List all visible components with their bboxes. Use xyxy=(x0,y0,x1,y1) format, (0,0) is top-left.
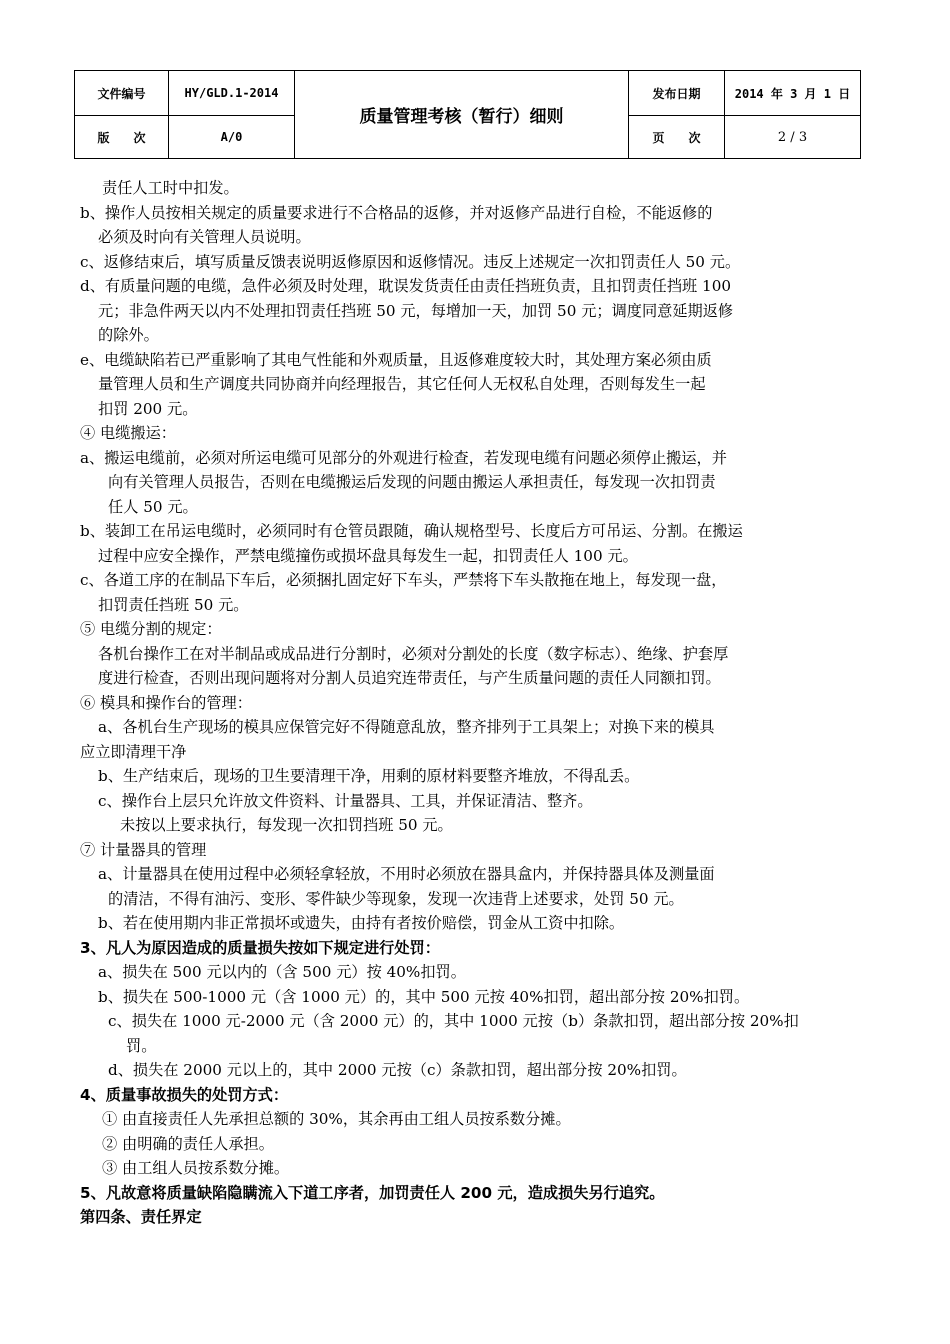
section-heading: ⑦ 计量器具的管理 xyxy=(80,840,207,859)
text-line: 扣罚 200 元。 xyxy=(98,399,198,418)
text-line: 必须及时向有关管理人员说明。 xyxy=(98,228,311,246)
version-label: 版 次 xyxy=(75,116,169,159)
section-heading: ⑤ 电缆分割的规定： xyxy=(80,620,222,638)
text-line: b、损失在 500-1000 元（含 1000 元）的，其中 500 元按 40%扣罚，超出部分按 20%扣罚。 xyxy=(98,987,750,1006)
publish-date-value: 2014 年 3 月 1 日 xyxy=(725,71,861,116)
text-line: 各机台操作工在对半制品或成品进行分割时，必须对分割处的长度（数字标志）、绝缘、护套厚 xyxy=(98,644,729,663)
version-value: A/0 xyxy=(169,116,295,159)
document-header-table xyxy=(74,70,861,159)
text-line: 罚。 xyxy=(126,1036,157,1055)
text-line: d、有质量问题的电缆，急件必须及时处理，耽误发货责任由责任挡班负责，且扣罚责任挡班 100 xyxy=(80,277,732,295)
text-line: d、损失在 2000 元以上的，其中 2000 元按（c）条款扣罚，超出部分按 20%扣罚。 xyxy=(108,1061,687,1079)
text-line: c、损失在 1000 元-2000 元（含 2000 元）的，其中 1000 元按（b）条款扣罚，超出部分按 20%扣 xyxy=(108,1012,799,1030)
text-line: 责任人工时中扣发。 xyxy=(102,179,239,197)
doc-number-value: HY/GLD.1-2014 xyxy=(169,71,295,116)
bold-heading: 第四条、责任界定 xyxy=(80,1208,202,1226)
text-line: c、返修结束后，填写质量反馈表说明返修原因和返修情况。违反上述规定一次扣罚责任人 50 元。 xyxy=(80,252,741,271)
document-title: 质量管理考核（暂行）细则 xyxy=(295,71,629,159)
text-line: 量管理人员和生产调度共同协商并向经理报告，其它任何人无权私自处理，否则每发生一起 xyxy=(98,375,706,393)
text-line: b、装卸工在吊运电缆时，必须同时有仓管员跟随，确认规格型号、长度后方可吊运、分割。在搬运 xyxy=(80,522,743,540)
page-value: 2 / 3 xyxy=(725,116,861,159)
bold-heading: 4、质量事故损失的处罚方式： xyxy=(80,1085,289,1104)
text-line: e、电缆缺陷若已严重影响了其电气性能和外观质量，且返修难度较大时，其处理方案必须由质 xyxy=(80,350,712,369)
publish-date-label: 发布日期 xyxy=(629,71,725,116)
bold-heading: 3、凡人为原因造成的质量损失按如下规定进行处罚： xyxy=(80,938,440,957)
text-line: b、生产结束后，现场的卫生要清理干净，用剩的原材料要整齐堆放，不得乱丢。 xyxy=(98,767,640,785)
text-line: c、各道工序的在制品下车后，必须捆扎固定好下车头，严禁将下车头散拖在地上，每发现一盘， xyxy=(80,571,727,589)
bold-heading: 5、凡故意将质量缺陷隐瞒流入下道工序者，加罚责任人 200 元，造成损失另行追究。 xyxy=(80,1183,665,1202)
doc-number-label: 文件编号 xyxy=(75,71,169,116)
text-line: a、各机台生产现场的模具应保管完好不得随意乱放，整齐排列于工具架上；对换下来的模具 xyxy=(98,718,715,736)
text-line: a、计量器具在使用过程中必须轻拿轻放，不用时必须放在器具盒内，并保持器具体及测量面 xyxy=(98,865,715,883)
document-body xyxy=(80,176,880,1230)
section-heading: ④ 电缆搬运： xyxy=(80,424,176,442)
text-line: 扣罚责任挡班 50 元。 xyxy=(98,595,249,614)
text-line: c、操作台上层只允许放文件资料、计量器具、工具，并保证清洁、整齐。 xyxy=(98,791,593,810)
text-line: 元；非急件两天以内不处理扣罚责任挡班 50 元，每增加一天，加罚 50 元；调度同意延期返修 xyxy=(98,301,734,320)
page-label: 页 次 xyxy=(629,116,725,159)
text-line: ③ 由工组人员按系数分摊。 xyxy=(102,1159,290,1177)
text-line: 度进行检查，否则出现问题将对分割人员追究连带责任，与产生质量问题的责任人同额扣罚。 xyxy=(98,669,721,687)
text-line: ② 由明确的责任人承担。 xyxy=(102,1134,274,1153)
text-line: 过程中应安全操作，严禁电缆撞伤或损坏盘具每发生一起，扣罚责任人 100 元。 xyxy=(98,546,638,565)
text-line: ① 由直接责任人先承担总额的 30%，其余再由工组人员按系数分摊。 xyxy=(102,1110,571,1128)
section-heading: ⑥ 模具和操作台的管理： xyxy=(80,693,252,712)
text-line: a、搬运电缆前，必须对所运电缆可见部分的外观进行检查，若发现电缆有问题必须停止搬运，并 xyxy=(80,448,727,467)
text-line: a、损失在 500 元以内的（含 500 元）按 40%扣罚。 xyxy=(98,963,466,981)
text-line: 的清洁，不得有油污、变形、零件缺少等现象，发现一次违背上述要求，处罚 50 元。 xyxy=(108,889,684,908)
text-line: 未按以上要求执行，每发现一次扣罚挡班 50 元。 xyxy=(120,816,453,834)
text-line: b、操作人员按相关规定的质量要求进行不合格品的返修，并对返修产品进行自检，不能返修的 xyxy=(80,203,713,222)
text-line: b、若在使用期内非正常损坏或遗失，由持有者按价赔偿，罚金从工资中扣除。 xyxy=(98,914,625,932)
text-line: 向有关管理人员报告，否则在电缆搬运后发现的问题由搬运人承担责任，每发现一次扣罚责 xyxy=(108,473,716,491)
text-line: 应立即清理干净 xyxy=(80,742,187,761)
text-line: 的除外。 xyxy=(98,326,159,344)
text-line: 任人 50 元。 xyxy=(108,497,198,516)
